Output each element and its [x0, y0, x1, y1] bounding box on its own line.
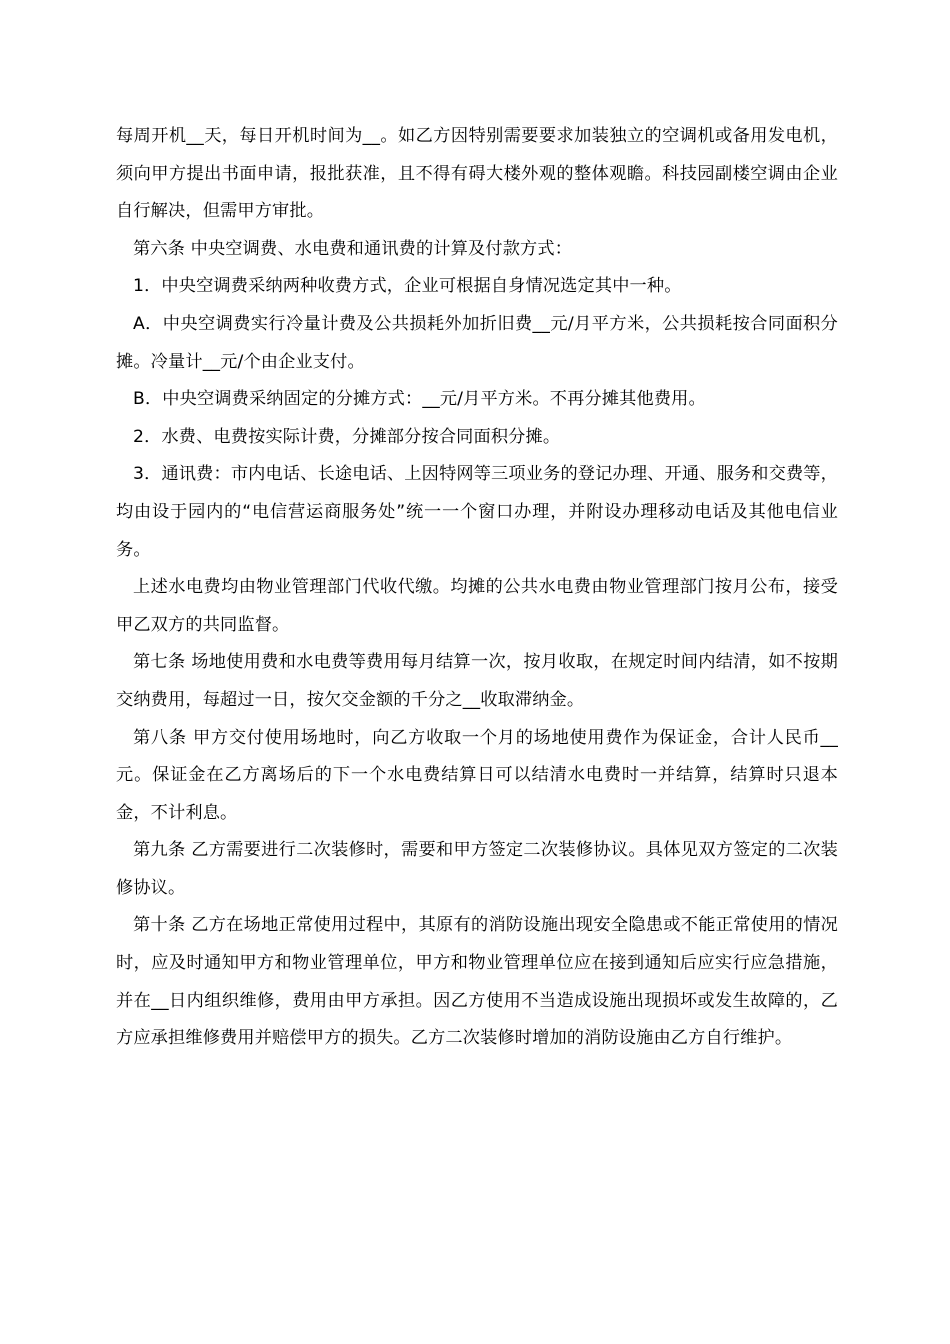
paragraph-article-7: 第七条 场地使用费和水电费等费用每月结算一次，按月收取，在规定时间内结清，如不按期交纳费用，每超过一日，按欠交金额的千分之__收取滞纳金。 [116, 652, 838, 710]
paragraph-article-9: 第九条 乙方需要进行二次装修时，需要和甲方签定二次装修协议。具体见双方签定的二次装修协议。 [116, 840, 838, 898]
paragraph-item-a: A．中央空调费实行冷量计费及公共损耗外加折旧费__元/月平方米，公共损耗按合同面积分摊。冷量计__元/个由企业支付。 [116, 313, 838, 372]
paragraph-continuation: 每周开机__天，每日开机时间为__。如乙方因特别需要要求加装独立的空调机或备用发电机，须向甲方提出书面申请，报批获准，且不得有碍大楼外观的整体观瞻。科技园副楼空调由企业自行解决，但需甲方审批。 [116, 126, 838, 222]
paragraph-article-10: 第十条 乙方在场地正常使用过程中，其原有的消防设施出现安全隐患或不能正常使用的情况时，应及时通知甲方和物业管理单位，甲方和物业管理单位应在接到通知后应实行应急措施，并在__日内组织维修，费用由甲方承担。因乙方使用不当造成设施出现损坏或发生故障的，乙方应承担维修费用并赔偿甲方的损失。乙方二次装修时增加的消防设施由乙方自行维护。 [116, 915, 838, 1049]
paragraph-article-8: 第八条 甲方交付使用场地时，向乙方收取一个月的场地使用费作为保证金，合计人民币__元。保证金在乙方离场后的下一个水电费结算日可以结清水电费时一并结算，结算时只退本金，不计利息。 [116, 727, 838, 823]
paragraph-item-3: 3．通讯费：市内电话、长途电话、上因特网等三项业务的登记办理、开通、服务和交费等，均由设于园内的“电信营运商服务处”统一一个窗口办理，并附设办理移动电话及其他电信业务。 [116, 464, 838, 560]
paragraph-item-2: 2．水费、电费按实际计费，分摊部分按合同面积分摊。 [133, 426, 561, 447]
document-page [116, 118, 838, 1058]
paragraph-article-6: 第六条 中央空调费、水电费和通讯费的计算及付款方式： [133, 238, 573, 259]
paragraph-item-b: B．中央空调费采纳固定的分摊方式：__元/月平方米。不再分摊其他费用。 [133, 389, 706, 410]
paragraph-utility-note: 上述水电费均由物业管理部门代收代缴。均摊的公共水电费由物业管理部门按月公布，接受甲乙双方的共同监督。 [116, 577, 838, 635]
paragraph-item-1: 1．中央空调费采纳两种收费方式，企业可根据自身情况选定其中一种。 [133, 276, 682, 297]
